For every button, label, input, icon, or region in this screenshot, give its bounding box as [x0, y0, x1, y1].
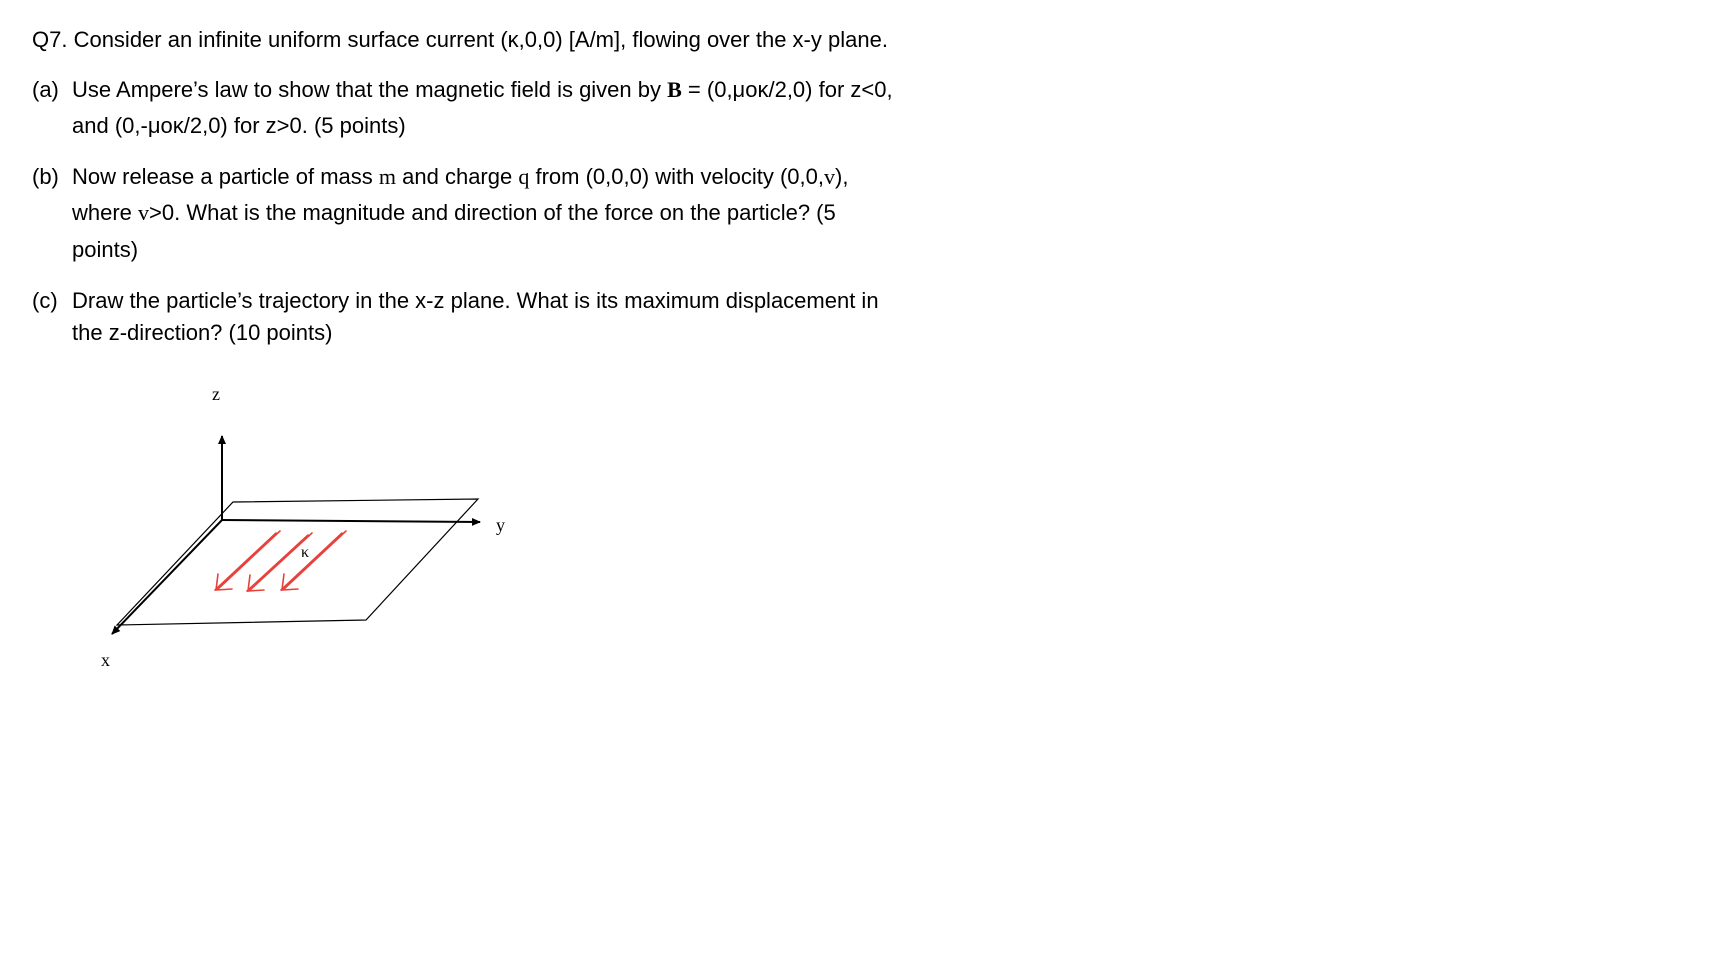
question-title: Q7. Consider an infinite uniform surface current (κ,0,0) [A/m], flowing over the x-y plane. — [32, 27, 888, 52]
part-a-line1: Use Ampere’s law to show that the magnetic field is given by B = (0,μoκ/2,0) for z<0, — [72, 77, 893, 102]
part-b-line1: Now release a particle of mass m and charge q from (0,0,0) with velocity (0,0,v), — [72, 164, 849, 189]
part-b-label: (b) — [32, 164, 59, 189]
z-axis-label: z — [212, 384, 220, 404]
part-c-line1: Draw the particle’s trajectory in the x-z plane. What is its maximum displacement in — [72, 288, 879, 313]
part-b-line2: where v>0. What is the magnitude and direction of the force on the particle? (5 — [72, 200, 836, 225]
current-arrow-2 — [247, 533, 312, 591]
part-c-line2: the z-direction? (10 points) — [72, 320, 333, 345]
xy-plane — [117, 499, 478, 625]
var-q: q — [518, 164, 530, 189]
var-v-2: v — [138, 200, 150, 225]
part-a-label: (a) — [32, 77, 59, 102]
current-arrows — [215, 531, 346, 591]
bold-B: B — [667, 77, 682, 102]
x-axis — [112, 520, 222, 634]
part-c-label: (c) — [32, 288, 58, 313]
current-arrow-1 — [215, 531, 280, 590]
part-b-line3: points) — [72, 237, 139, 262]
y-axis — [222, 520, 480, 522]
part-a-line2: and (0,-μoκ/2,0) for z>0. (5 points) — [72, 113, 406, 138]
y-axis-label: y — [496, 515, 505, 535]
current-kappa-label: κ — [301, 544, 310, 561]
current-arrow-3 — [281, 531, 346, 590]
var-v: v — [824, 164, 835, 189]
x-axis-label: x — [101, 650, 110, 670]
var-m: m — [378, 164, 397, 189]
